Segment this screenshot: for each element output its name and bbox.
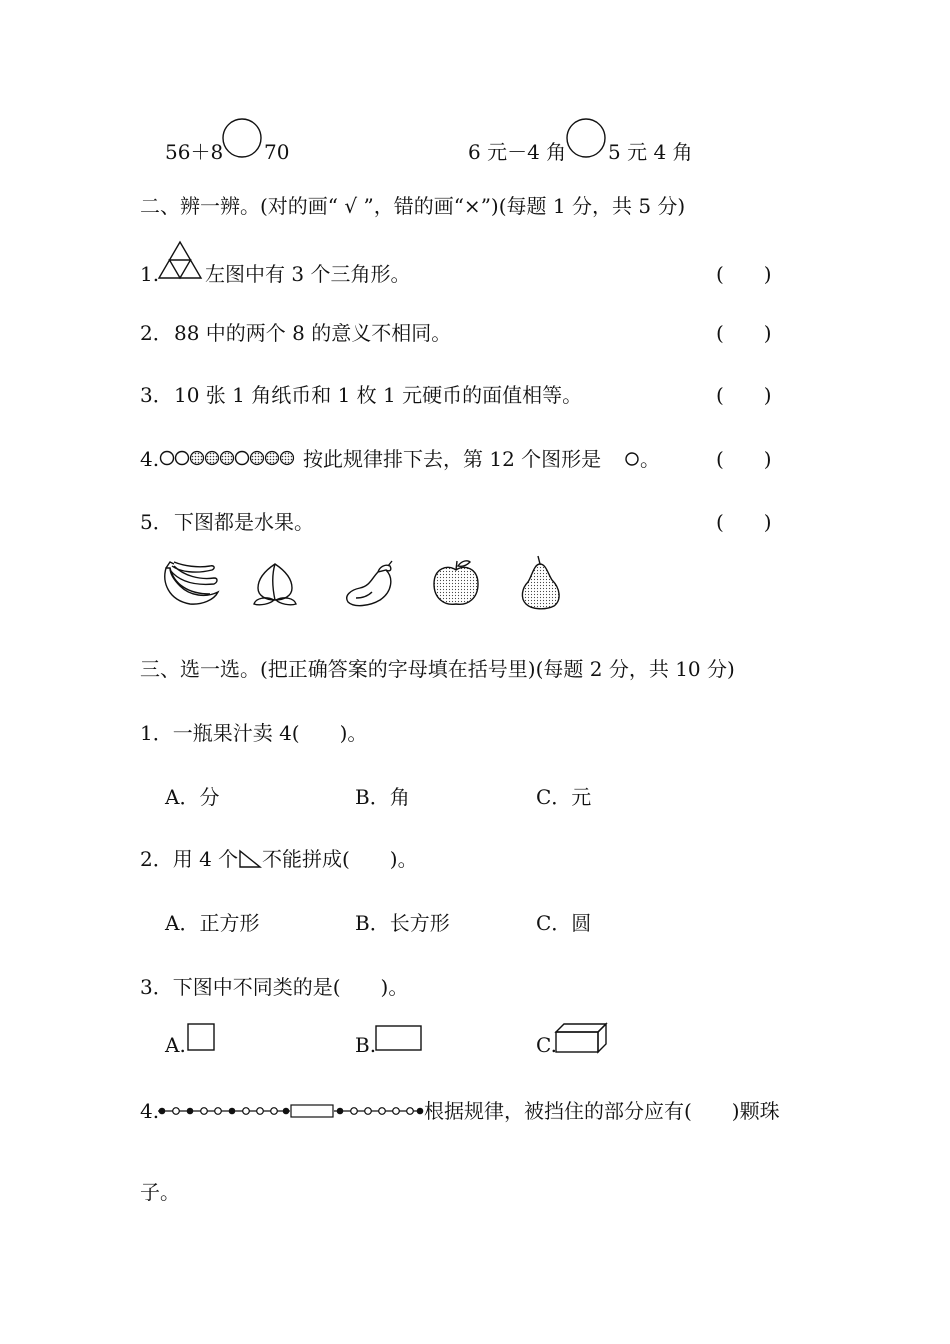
- s3-q1-option-a[interactable]: A．分: [165, 785, 220, 809]
- s2-item4-text: 按此规律排下去，第 12 个图形是: [303, 447, 602, 471]
- s2-item5-number: 5．: [140, 510, 173, 534]
- s2-item3-number: 3．: [140, 383, 173, 407]
- s2-item1-number: 1.: [140, 262, 160, 286]
- s3-q3-option-c[interactable]: C.: [536, 1033, 557, 1057]
- section2-heading: 二、辨一辨。(对的画“ √ ”，错的画“×”)(每题 1 分，共 5 分): [140, 194, 686, 218]
- compare-left-value: 70: [264, 140, 290, 164]
- s2-item2-text: 88 中的两个 8 的意义不相同。: [174, 321, 452, 345]
- s3-q2-stem-part2: 不能拼成( )。: [262, 847, 418, 871]
- compare-circle-blank-2[interactable]: [564, 116, 608, 160]
- s3-q3-option-b[interactable]: B.: [355, 1033, 377, 1057]
- s3-q4-stem-continued: 子。: [140, 1180, 180, 1204]
- triangles-figure-icon: [157, 240, 203, 282]
- rectangle-icon: [374, 1024, 424, 1052]
- section3-heading: 三、选一选。(把正确答案的字母填在括号里)(每题 2 分，共 10 分): [140, 657, 735, 681]
- banana-icon: [160, 560, 222, 608]
- s2-item2-number: 2．: [140, 321, 173, 345]
- s3-q3-option-a[interactable]: A.: [165, 1033, 186, 1057]
- s3-q1-option-b[interactable]: B．角: [355, 785, 410, 809]
- s2-item5-answer-blank[interactable]: ( ): [716, 510, 772, 534]
- s3-q2-option-a[interactable]: A．正方形: [165, 911, 260, 935]
- right-triangle-icon: [238, 849, 262, 869]
- s2-item1-text: 左图中有 3 个三角形。: [205, 262, 411, 286]
- s2-item2-answer-blank[interactable]: ( ): [716, 321, 772, 345]
- eggplant-icon: [342, 560, 398, 610]
- cuboid-icon: [554, 1022, 610, 1054]
- compare-circle-blank-1[interactable]: [220, 116, 264, 160]
- circle-pattern-icon: [158, 449, 300, 467]
- s3-q3-stem: 3．下图中不同类的是( )。: [140, 975, 409, 999]
- compare-right-expression: 6 元－4 角: [468, 140, 567, 164]
- compare-left-expression: 56＋8: [165, 140, 224, 164]
- pear-icon: [518, 554, 566, 612]
- compare-right-value: 5 元 4 角: [608, 140, 693, 164]
- s2-item3-text: 10 张 1 角纸币和 1 枚 1 元硬币的面值相等。: [174, 383, 583, 407]
- s2-item1-answer-blank[interactable]: ( ): [716, 262, 772, 286]
- peach-icon: [250, 558, 300, 608]
- s2-item4-tail: 。: [640, 447, 660, 471]
- s3-q4-number: 4.: [140, 1099, 160, 1123]
- s3-q2-option-b[interactable]: B．长方形: [355, 911, 450, 935]
- s3-q1-option-c[interactable]: C．元: [536, 785, 592, 809]
- s3-q1-stem: 1．一瓶果汁卖 4( )。: [140, 721, 368, 745]
- s3-q2-option-c[interactable]: C．圆: [536, 911, 592, 935]
- s2-item3-answer-blank[interactable]: ( ): [716, 383, 772, 407]
- s3-q4-stem: 根据规律，被挡住的部分应有( )颗珠: [424, 1099, 780, 1123]
- s2-item5-text: 下图都是水果。: [174, 510, 314, 534]
- square-icon: [186, 1022, 216, 1052]
- bead-string-icon: [156, 1102, 424, 1120]
- s3-q2-stem-part1: 2．用 4 个: [140, 847, 239, 871]
- s2-item4-number: 4.: [140, 447, 160, 471]
- s2-item4-answer-blank[interactable]: ( ): [716, 447, 772, 471]
- apple-icon: [430, 558, 482, 610]
- small-circle-icon: [624, 451, 640, 467]
